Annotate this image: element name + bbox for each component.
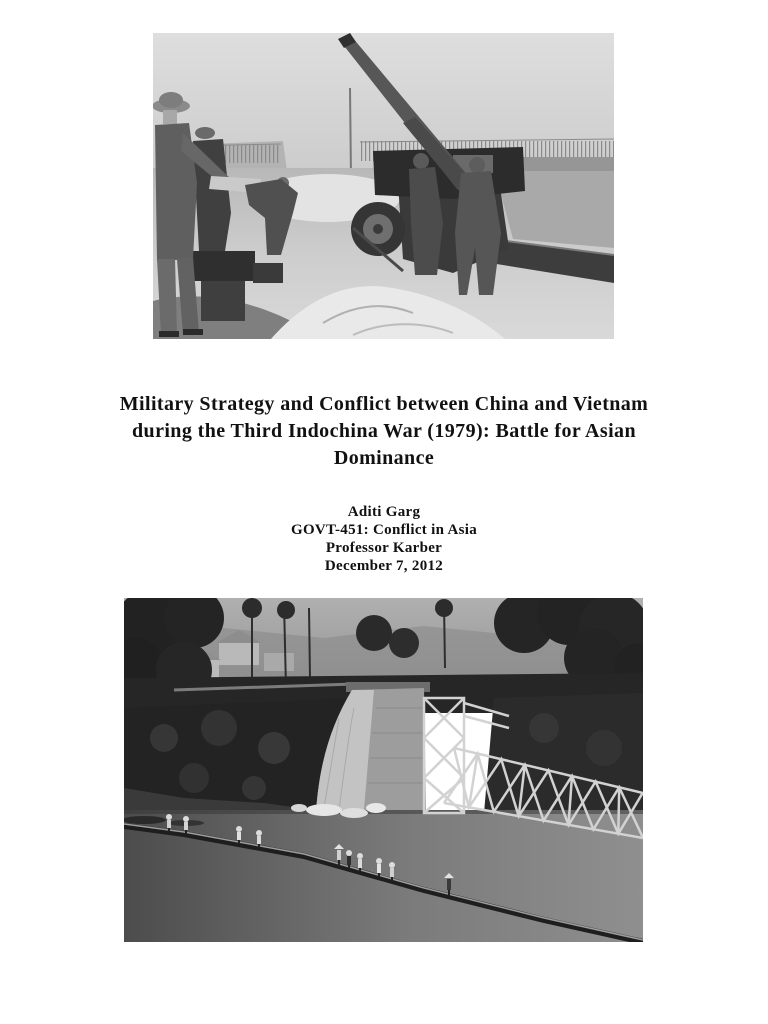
professor-name: Professor Karber (325, 540, 443, 556)
author-name: Aditi Garg (347, 504, 421, 520)
submission-date: December 7, 2012 (324, 558, 444, 574)
paper-title: Military Strategy and Conflict between China and Vietnam during the Third Indochina War (1979): Battle for Asian Dominance (119, 393, 649, 469)
author-block (0, 503, 768, 575)
course-name: GOVT-451: Conflict in Asia (290, 522, 477, 538)
bridge-photo (124, 598, 643, 942)
artillery-photo (153, 33, 614, 339)
